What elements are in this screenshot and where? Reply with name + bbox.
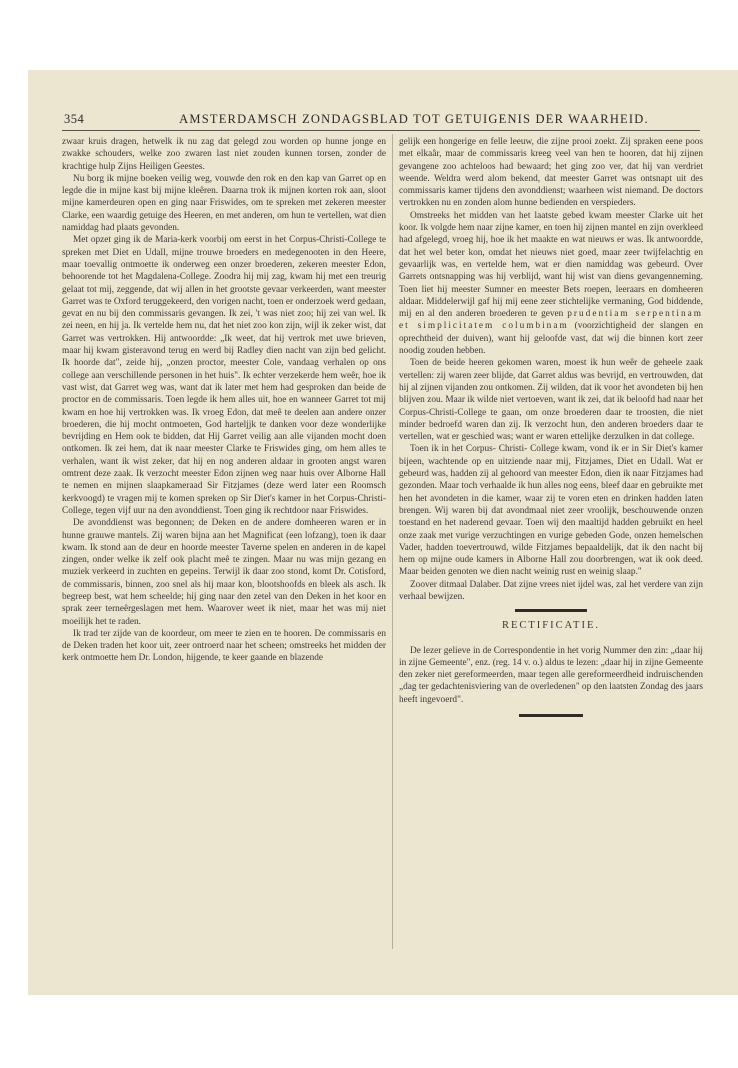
column-divider bbox=[392, 134, 393, 949]
newspaper-page bbox=[28, 70, 738, 995]
rectification-title: RECTIFICATIE. bbox=[501, 620, 601, 632]
page-number: 354 bbox=[64, 112, 85, 126]
header-rule bbox=[62, 130, 700, 131]
paragraph: zwaar kruis dragen, hetwelk ik nu zag dat gelegd zou worden op hunne jonge en zwakke schouders, welke zoo zwaren last niet zouden kunnen torsen, zonder de krachtige hulp Zijns Heiligen Geestes. bbox=[62, 137, 386, 172]
rectification-text: De lezer gelieve in de Correspondentie in het vorig Nummer den zin: „daar hij in zijne Gemeente", enz. (reg. 14 v. o.) aldus te lezen: „daar hij in zijne Gemeente den zeker niet gereformeerden, maar tegen alle gereformeerdheid indruischenden „dag ter gedachtenisviering van de overledenen" op den laatsten Zondag des jaars heeft ingevoerd". bbox=[399, 645, 704, 705]
newspaper-title: AMSTERDAMSCH ZONDAGSBLAD TOT GETUIGENIS DER WAARHEID. bbox=[179, 112, 649, 126]
paragraph: De avonddienst was begonnen; de Deken en de andere domheeren waren er in hunne grauwe mantels. Zij waren bijna aan het Magnificat (een lofzang), toen ik daar kwam. Ik stond aan de deur en hoorde meester Taverne spelen en anderen in de kapel zingen, onder welke ik zelf ook placht meê te zingen. Maar nu was mijn gezang en muziek verkeerd in zuchten en gepeins. Terwijl ik daar zoo stond, komt Dr. Cotisford, de commissaris, binnen, zoo snel als hij maar kon, blootshoofds en bleek als asch. Ik begreep best, wat hem scheelde; hij ging naar den zetel van den Deken in het koor en sprak zeer terneêrgeslagen met hem. Waarover weet ik niet, maar het was mij niet moeilijk het te raden. bbox=[62, 518, 386, 627]
section-divider-ornament bbox=[515, 609, 587, 612]
right-column bbox=[399, 136, 703, 717]
paragraph: Nu borg ik mijne boeken veilig weg, vouwde den rok en den kap van Garret op en legde die in mijne kast bij mijne kleêren. Daarna trok ik mijnen korten rok aan, sloot mijne kamerdeuren open en ging naar Friswides, om te spreken met zekeren meester Clarke, een waardig getuige des Heeren, en met anderen, om hun te vertellen, wat dien namiddag had plaats gevonden. bbox=[62, 173, 386, 234]
latin-gloss: (voorzichtigheid der slangen en oprechtheid der duiven), want hij geloofde vast, dat wij die binnen kort zeer noodig zouden hebben. bbox=[399, 321, 703, 357]
left-column bbox=[62, 136, 386, 665]
paragraph-text: Omstreeks het midden van het laatste gebed kwam meester Clarke uit het koor. Ik volgde hem naar zijne kamer, en toen hij zijnen mantel en zijn overkleed had afgelegd, vroeg hij, hoe ik het maakte en wat nieuws er was. Ik antwoordde, dat het wel beter kon, omdat het nieuws niet goed, maar zeer twijfelachtig en gevaarlijk was, en vertelde hem, wat er dien namiddag was gebeurd. Over Garrets ontsnapping was hij verblijd, want hij wist van diens gevangenneming. Toen liet hij meester Sumner en meester Bets roepen, leeraars en domheeren aldaar. Middelerwijl gaf hij mij eene zeer stichtelijke vermaning, God biddende, mij en al den anderen broederen te geven bbox=[399, 210, 703, 320]
paragraph: Ik trad ter zijde van de koordeur, om meer te zien en te hooren. De commissaris en de Deken traden het koor uit, zeer ontroerd naar het scheen; omstreeks het midden der kerk ontmoette hem Dr. London, hijgende, te keer gaande en blazende bbox=[62, 628, 386, 664]
paragraph: Zoover ditmaal Dalaber. Dat zijne vrees niet ijdel was, zal het verdere van zijn verhaal bewijzen. bbox=[399, 579, 703, 602]
page-header bbox=[64, 112, 714, 132]
paragraph: Toen ik in het Corpus- Christi- College kwam, vond ik er in Sir Diet's kamer bijeen, wachtende op en uitziende naar mij, Fitzjames, Diet en Udall. Wat er gebeurd was, hadden zij al gehoord van meester Edon, dien ik naar Fitzjames had gezonden. Maar toch verhaalde ik hun alles nog eens, bleef daar en gebruikte met hen het avondeten in die kamer, waar zij te voren eten en drinken hadden laten brengen. Wij waren bij dat avondmaal niet zeer vroolijk, beschouwende onzen toestand en het naderend gevaar. Toen wij den maaltijd hadden gebruikt en heel onze zaak met vurige verzuchtingen en vurige gebeden Gode, onzen hemelschen Vader, hadden toevertrouwd, wilde Fitzjames bepaaldelijk, dat ik den nacht bij hem op mijne oude kamers in Alborne Hall zou doorbrengen, wat ik ook deed. Maar beiden genoten we dien nacht weinig rust en weinig slaap." bbox=[399, 444, 703, 578]
paragraph: Toen de beide heeren gekomen waren, moest ik hun weêr de geheele zaak vertellen: zij waren zeer blijde, dat Garret aldus was bevrijd, en vertrouwden, dat hij al zijnen vijanden zou ontkomen. Zij wilden, dat ik voor het avondeten bij hen blijven zou. Maar ik wilde niet vertoeven, want ik zei, dat ik beloofd had naar het Corpus-Christi-College te gaan, om onze broederen daar te troosten, die niet minder bedroefd waren dan zij. Ik verzocht hun, den anderen broeders daar te vertellen, wat er geschied was; want er waren ettelijke derzulken in dat college. bbox=[399, 358, 703, 443]
paragraph bbox=[399, 210, 703, 358]
paragraph: Met opzet ging ik de Maria-kerk voorbij om eerst in het Corpus-Christi-College te spreken met Diet en Udall, mijne trouwe broeders en medegenooten in den Heere, maar toevallig ontmoette ik onderweg een onzer broederen, zekeren meester Edon, behoorende tot het Magdalena-College. Zoodra hij mij zag, kwam hij met een treurig gelaat tot mij, zeggende, dat wij allen in het grootste gevaar verkeerden, want meester Garret was te Oxford teruggekeerd, den vorigen nacht, toen er onderzoek werd gedaan, gevat en nu bij den commissaris gevangen. Ik zei, 't was niet zoo; hij zei van wel. Ik zei neen, en hij ja. Ik vertelde hem nu, dat het niet zoo kon zijn, wijl ik zeker wist, dat Garret was vertrokken. Hij antwoordde: „Ik weet, dat hij vertrok met uwe brieven, maar hij kwam gisteravond terug en werd bij Radley dien nacht van zijn bed gelicht. Ik hoorde dat", zeide hij, „onzen proctor, meester Cole, vandaag verhalen op ons college aan verschillende personen in het huis". Ik echter verzekerde hem weêr, hoe ik vast wist, dat Garret weg was, want dat ik later met hem had gesproken dan beide de proctor en de commissaris. Toen legde ik hem alles uit, hoe en wanneer Garret tot mij kwam en hoe hij vertrokken was. Ik vroeg Edon, dat meê te deelen aan andere onzer broederen, die hij mocht ontmoeten, God harteljjk te danken voor deze wonderlijke bevrijding en Hem ook te bidden, dat Hij Garret veilig aan alle vijanden mocht doen ontkomen. Ik zei hem, dat ik naar meester Clarke te Friswides ging, om hem alles te verhalen, want ik wist zeker, dat hij en nog anderen aldaar in grooten angst waren omtrent deze zaak. Ik verzocht meester Edon zijnen weg naar huis over Alborne Hall te nemen en mijnen slaapkameraad Sir Fitzjames (deze werd later een Roomsch kerkvoogd) te vragen mij te komen spreken op Sir Diet's kamer in het Corpus-Christi-College, tegen vijf uur na den avonddienst. Toen ging ik rechtdoor naar Friswides. bbox=[62, 235, 386, 516]
paragraph: gelijk een hongerige en felle leeuw, die zijne prooi zoekt. Zij spraken eene poos met elkaâr, maar de commissaris kreeg veel van hen te hooren, dat hij zijnen gevangene zoo achteloos had bewaard; het ging zoo ver, dat hij van verdriet weende. Weldra werd alom bekend, dat meester Garret was ontsnapt uit des commissaris kamer tijdens den avonddienst; waarheen wist niemand. De doctors vertrokken nu en zonden alom hunne bedienden en verspieders. bbox=[399, 137, 703, 209]
end-ornament bbox=[519, 714, 583, 717]
latin-phrase: prudentiam serpentinam et simplicitatem columbinam bbox=[399, 309, 703, 332]
